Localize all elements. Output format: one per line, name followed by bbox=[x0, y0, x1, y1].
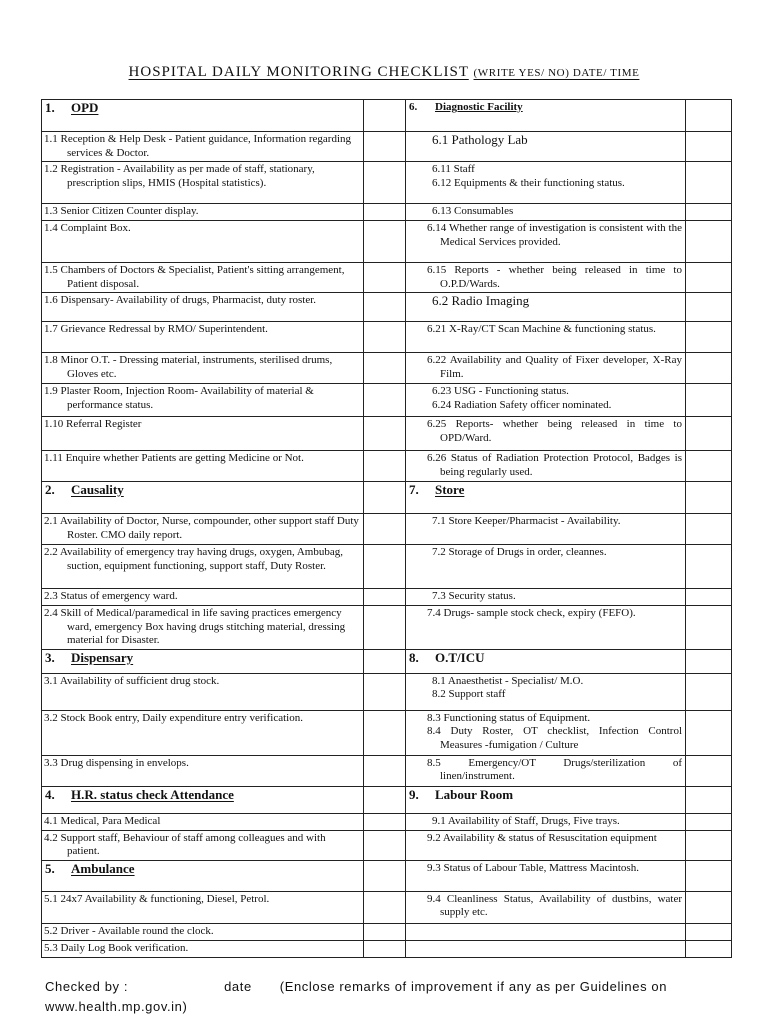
list-item: 5.2 Driver - Available round the clock. bbox=[42, 923, 364, 940]
table-row bbox=[42, 204, 732, 221]
list-item: 6.15 Reports - whether being released in time to O.P.D/Wards. bbox=[406, 263, 686, 293]
section-heading-ot-icu: 8. O.T/ICU bbox=[406, 649, 686, 673]
table-row bbox=[42, 813, 732, 830]
date-label: date bbox=[224, 979, 252, 994]
response-cell[interactable] bbox=[364, 417, 406, 451]
response-cell[interactable] bbox=[364, 786, 406, 813]
response-cell[interactable] bbox=[364, 293, 406, 322]
table-row bbox=[42, 673, 732, 710]
response-cell[interactable] bbox=[364, 384, 406, 417]
table-row bbox=[42, 162, 732, 204]
list-item: 5.1 24x7 Availability & functioning, Diesel, Petrol. bbox=[42, 891, 364, 923]
response-cell[interactable] bbox=[364, 545, 406, 589]
response-cell[interactable] bbox=[364, 132, 406, 162]
table-row bbox=[42, 649, 732, 673]
guidelines-url: www.health.mp.gov.in) bbox=[45, 999, 188, 1014]
response-cell[interactable] bbox=[686, 162, 732, 204]
table-row bbox=[42, 132, 732, 162]
section-heading-store: 7. Store bbox=[406, 482, 686, 514]
subsection-pathology: 6.1 Pathology Lab bbox=[406, 132, 686, 162]
checklist-title: HOSPITAL DAILY MONITORING CHECKLIST bbox=[128, 64, 469, 80]
response-cell[interactable] bbox=[686, 673, 732, 710]
response-cell[interactable] bbox=[364, 204, 406, 221]
response-cell[interactable] bbox=[364, 606, 406, 650]
empty-cell bbox=[406, 940, 686, 957]
response-cell[interactable] bbox=[686, 649, 732, 673]
response-cell[interactable] bbox=[364, 514, 406, 545]
table-row bbox=[42, 940, 732, 957]
list-item: 6.25 Reports- whether being released in time to OPD/Ward. bbox=[406, 417, 686, 451]
response-cell[interactable] bbox=[364, 353, 406, 384]
table-row bbox=[42, 100, 732, 132]
section-heading-opd: 1. OPD bbox=[42, 100, 364, 132]
response-cell[interactable] bbox=[686, 813, 732, 830]
response-cell[interactable] bbox=[364, 100, 406, 132]
table-row bbox=[42, 860, 732, 891]
checked-by-label: Checked by : bbox=[45, 979, 129, 994]
response-cell[interactable] bbox=[364, 589, 406, 606]
list-item: 9.4 Cleanliness Status, Availability of dustbins, water supply etc. bbox=[406, 891, 686, 923]
response-cell[interactable] bbox=[686, 710, 732, 755]
table-row bbox=[42, 293, 732, 322]
table-row bbox=[42, 891, 732, 923]
table-row bbox=[42, 923, 732, 940]
response-cell[interactable] bbox=[364, 673, 406, 710]
list-item: 1.8 Minor O.T. - Dressing material, instruments, sterilised drums, Gloves etc. bbox=[42, 353, 364, 384]
response-cell[interactable] bbox=[364, 451, 406, 482]
list-item: 1.4 Complaint Box. bbox=[42, 221, 364, 263]
response-cell[interactable] bbox=[364, 755, 406, 786]
response-cell[interactable] bbox=[364, 940, 406, 957]
remarks-note: (Enclose remarks of improvement if any as per Guidelines on bbox=[279, 979, 668, 994]
response-cell[interactable] bbox=[686, 923, 732, 940]
list-item: 7.3 Security status. bbox=[406, 589, 686, 606]
response-cell[interactable] bbox=[686, 322, 732, 353]
list-item: 1.2 Registration - Availability as per made of staff, stationary, prescription slips, HMIS (Hospital statistics). bbox=[42, 162, 364, 204]
list-item: 3.3 Drug dispensing in envelops. bbox=[42, 755, 364, 786]
response-cell[interactable] bbox=[686, 263, 732, 293]
list-item: 2.4 Skill of Medical/paramedical in life saving practices emergency ward, emergency Box having drugs stitching material, dressing material for Disaster. bbox=[42, 606, 364, 650]
table-row bbox=[42, 482, 732, 514]
response-cell[interactable] bbox=[686, 940, 732, 957]
list-item: 1.6 Dispensary- Availability of drugs, Pharmacist, duty roster. bbox=[42, 293, 364, 322]
list-item: 4.2 Support staff, Behaviour of staff among colleagues and with patient. bbox=[42, 830, 364, 860]
list-item: 8.5 Emergency/OT Drugs/sterilization of linen/instrument. bbox=[406, 755, 686, 786]
list-item: 7.1 Store Keeper/Pharmacist - Availability. bbox=[406, 514, 686, 545]
list-item: 5.3 Daily Log Book verification. bbox=[42, 940, 364, 957]
table-row bbox=[42, 545, 732, 589]
response-cell[interactable] bbox=[364, 860, 406, 891]
list-item: 8.1 Anaesthetist - Specialist/ M.O. 8.2 Support staff bbox=[406, 673, 686, 710]
response-cell[interactable] bbox=[364, 649, 406, 673]
table-row bbox=[42, 710, 732, 755]
section-heading-ambulance: 5. Ambulance bbox=[42, 860, 364, 891]
section-heading-causality: 2. Causality bbox=[42, 482, 364, 514]
empty-cell bbox=[406, 923, 686, 940]
response-cell[interactable] bbox=[686, 204, 732, 221]
response-cell[interactable] bbox=[364, 813, 406, 830]
section-heading-dispensary: 3. Dispensary bbox=[42, 649, 364, 673]
list-item: 8.3 Functioning status of Equipment. 8.4 Duty Roster, OT checklist, Infection Control Measures -fumigation / Culture bbox=[406, 710, 686, 755]
list-item: 7.2 Storage of Drugs in order, cleannes. bbox=[406, 545, 686, 589]
response-cell[interactable] bbox=[686, 221, 732, 263]
list-item: 7.4 Drugs- sample stock check, expiry (FEFO). bbox=[406, 606, 686, 650]
response-cell[interactable] bbox=[686, 451, 732, 482]
checklist-subtitle: (WRITE YES/ NO) DATE/ TIME bbox=[473, 67, 640, 79]
section-heading-hr-status: 4. H.R. status check Attendance bbox=[42, 786, 364, 813]
response-cell[interactable] bbox=[686, 514, 732, 545]
list-item: 1.1 Reception & Help Desk - Patient guidance, Information regarding services & Doctor. bbox=[42, 132, 364, 162]
list-item: 6.21 X-Ray/CT Scan Machine & functioning status. bbox=[406, 322, 686, 353]
list-item: 1.7 Grievance Redressal by RMO/ Superintendent. bbox=[42, 322, 364, 353]
list-item: 6.13 Consumables bbox=[406, 204, 686, 221]
list-item: 1.9 Plaster Room, Injection Room- Availability of material & performance status. bbox=[42, 384, 364, 417]
response-cell[interactable] bbox=[686, 786, 732, 813]
list-item: 2.1 Availability of Doctor, Nurse, compounder, other support staff Duty Roster. CMO daily report. bbox=[42, 514, 364, 545]
response-cell[interactable] bbox=[364, 891, 406, 923]
page-title bbox=[0, 64, 768, 81]
list-item: 1.3 Senior Citizen Counter display. bbox=[42, 204, 364, 221]
table-row bbox=[42, 514, 732, 545]
response-cell[interactable] bbox=[364, 322, 406, 353]
response-cell[interactable] bbox=[686, 100, 732, 132]
list-item: 6.22 Availability and Quality of Fixer developer, X-Ray Film. bbox=[406, 353, 686, 384]
list-item: 6.26 Status of Radiation Protection Protocol, Badges is being regularly used. bbox=[406, 451, 686, 482]
list-item: 2.3 Status of emergency ward. bbox=[42, 589, 364, 606]
table-row bbox=[42, 830, 732, 860]
table-row bbox=[42, 786, 732, 813]
response-cell[interactable] bbox=[364, 710, 406, 755]
table-row bbox=[42, 221, 732, 263]
response-cell[interactable] bbox=[364, 221, 406, 263]
response-cell[interactable] bbox=[686, 606, 732, 650]
list-item: 1.10 Referral Register bbox=[42, 417, 364, 451]
table-row bbox=[42, 417, 732, 451]
table-row bbox=[42, 353, 732, 384]
list-item: 9.1 Availability of Staff, Drugs, Five trays. bbox=[406, 813, 686, 830]
list-item: 6.11 Staff 6.12 Equipments & their functioning status. bbox=[406, 162, 686, 204]
section-heading-labour-room: 9. Labour Room bbox=[406, 786, 686, 813]
list-item: 9.3 Status of Labour Table, Mattress Macintosh. bbox=[406, 860, 686, 891]
table-row bbox=[42, 384, 732, 417]
response-cell[interactable] bbox=[364, 263, 406, 293]
subsection-radio-imaging: 6.2 Radio Imaging bbox=[406, 293, 686, 322]
list-item: 3.2 Stock Book entry, Daily expenditure entry verification. bbox=[42, 710, 364, 755]
table-row bbox=[42, 322, 732, 353]
response-cell[interactable] bbox=[364, 482, 406, 514]
response-cell[interactable] bbox=[686, 860, 732, 891]
table-row bbox=[42, 451, 732, 482]
response-cell[interactable] bbox=[686, 384, 732, 417]
section-heading-diagnostic: 6. Diagnostic Facility bbox=[406, 100, 686, 132]
list-item: 1.5 Chambers of Doctors & Specialist, Patient's sitting arrangement, Patient disposal. bbox=[42, 263, 364, 293]
response-cell[interactable] bbox=[686, 589, 732, 606]
list-item: 2.2 Availability of emergency tray having drugs, oxygen, Ambubag, suction, equipment functioning, support staff, Duty Roster. bbox=[42, 545, 364, 589]
table-row bbox=[42, 263, 732, 293]
response-cell[interactable] bbox=[686, 755, 732, 786]
table-row bbox=[42, 755, 732, 786]
list-item: 3.1 Availability of sufficient drug stock. bbox=[42, 673, 364, 710]
response-cell[interactable] bbox=[686, 293, 732, 322]
list-item: 6.14 Whether range of investigation is consistent with the Medical Services provided. bbox=[406, 221, 686, 263]
response-cell[interactable] bbox=[686, 482, 732, 514]
response-cell[interactable] bbox=[364, 830, 406, 860]
checklist-table bbox=[41, 99, 732, 958]
response-cell[interactable] bbox=[364, 923, 406, 940]
response-cell[interactable] bbox=[686, 830, 732, 860]
response-cell[interactable] bbox=[686, 417, 732, 451]
list-item: 4.1 Medical, Para Medical bbox=[42, 813, 364, 830]
list-item: 9.2 Availability & status of Resuscitation equipment bbox=[406, 830, 686, 860]
table-row bbox=[42, 589, 732, 606]
response-cell[interactable] bbox=[686, 132, 732, 162]
response-cell[interactable] bbox=[364, 162, 406, 204]
list-item: 6.23 USG - Functioning status. 6.24 Radiation Safety officer nominated. bbox=[406, 384, 686, 417]
footer-note bbox=[45, 977, 745, 1017]
list-item: 1.11 Enquire whether Patients are getting Medicine or Not. bbox=[42, 451, 364, 482]
response-cell[interactable] bbox=[686, 353, 732, 384]
table-row bbox=[42, 606, 732, 650]
response-cell[interactable] bbox=[686, 891, 732, 923]
response-cell[interactable] bbox=[686, 545, 732, 589]
